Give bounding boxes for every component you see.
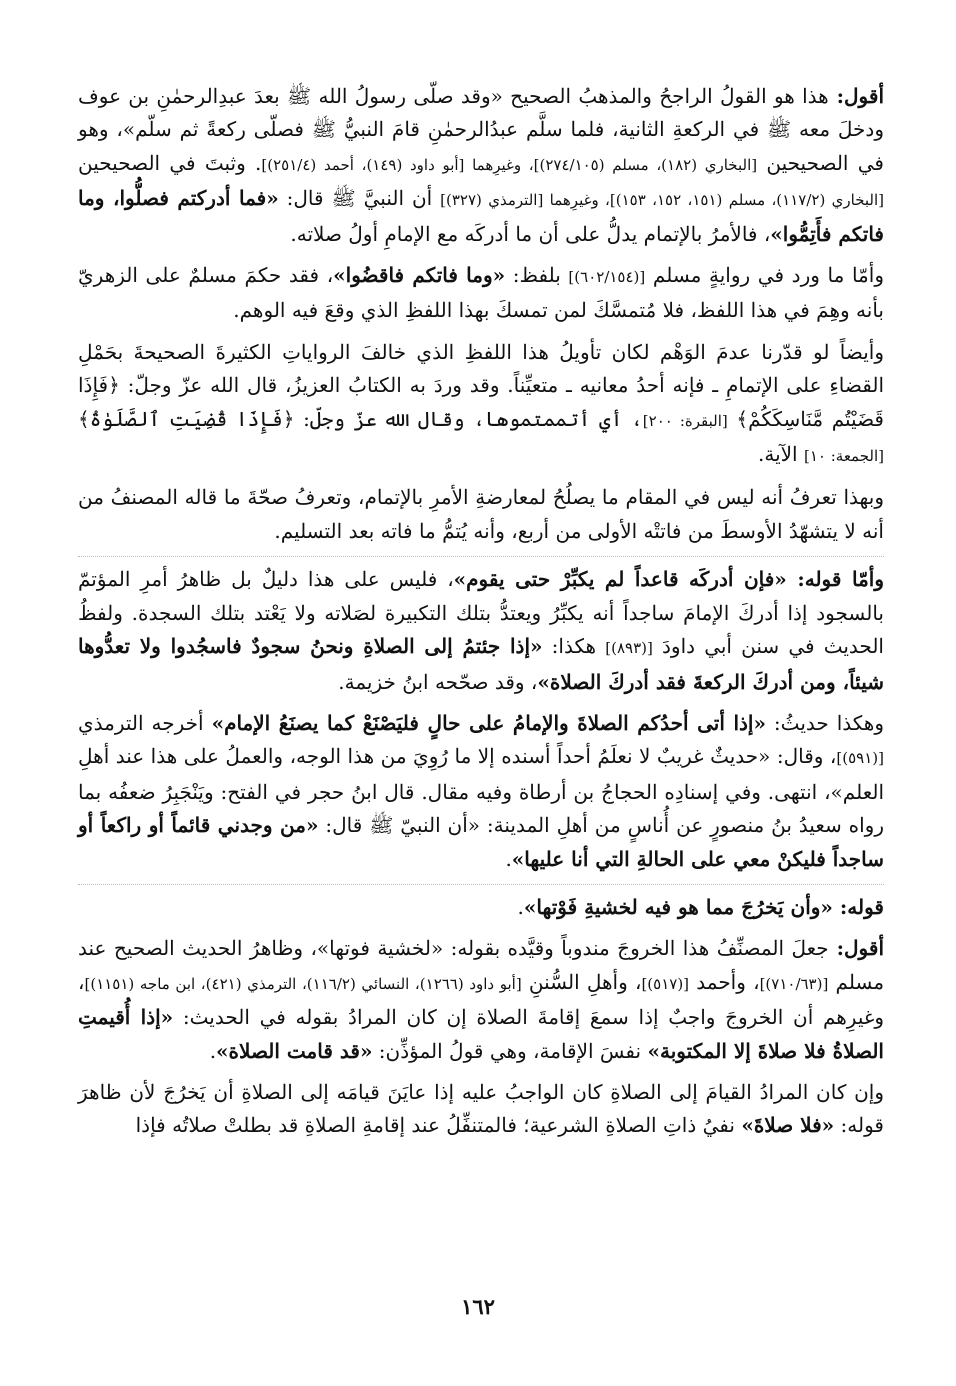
text-segment: ، وأحمد [689,969,760,994]
paragraph [78,259,884,328]
text-segment: وأمّا ما ورد في روايةٍ مسلم [645,263,884,288]
bold-text: أقول: [828,84,885,108]
text-segment: جعلَ المصنِّفُ هذا الخروجَ مندوباً وقيَّده بقوله: «لخشية فوتها»، وظاهرُ الحديث الصحيح عند مسلم [78,936,885,994]
text-segment: هكذا: [542,634,606,659]
bold-text: «وما فاتكم فاقضُوا» [333,263,506,288]
bold-text: قوله: «وأن يَخرُجَ مما هو فيه لخشيةِ فَوْتها» [523,894,884,919]
text-segment: . [505,846,512,871]
bold-text: «فلا صلاةَ» [741,1113,835,1138]
paragraph [78,556,884,699]
bold-text: «من وجدني قائماً أو راكعاً أو ساجداً فليكنْ معي على الحالةِ التي أنا عليها» [78,813,884,871]
text-segment: أخرجه الترمذي [78,710,212,735]
text-segment: نفيُ ذاتِ الصلاةِ الشرعية؛ فالمتنفِّلُ عند إقامةِ الصلاةِ قد بطلتْ صلاتُه فإذا [135,1113,742,1138]
text-segment: وهكذا حديثُ: [765,710,885,735]
text-segment: . [517,894,524,919]
paragraph [78,336,884,474]
text-segment: الآية. [758,442,804,467]
paragraph [78,1076,884,1143]
bold-text: «فما أدركتم فصلُّوا، وما فاتكم فأَتِمُّوا» [78,186,884,246]
citation-text: [البخاري (١٨٢)، مسلم (٢٧٤/١٠٥)]، وغيرِهما [أبو داود (١٤٩)، أحمد (٢٥١/٤)] [261,155,758,174]
citation-text: [(٨٩٣)] [605,639,653,658]
citation-text: [(٦٠٢/١٥٤)] [568,268,646,287]
text-segment: وأيضاً لو قدّرنا عدمَ الوَهْم لكان تأويلُ هذا اللفظِ الذي خالفَ الرواياتِ الكثيرةَ الصحيحةَ بحَمْلِ القضاءِ على الإتمامِ ـ فإنه أحدُ معانيه ـ متعيِّناً. وقد وردَ به الكتابُ العزيزُ، قال الله عزّ وجلّ: ﴿فَإِذَا قَضَيْتُم مَّنَاسِكَكُمْ﴾ [78,339,884,431]
paragraph [78,481,884,548]
text-segment: ، فليس على هذا دليلٌ بل ظاهرُ أمرِ المؤتمّ بالسجود إذا أدركَ الإمامَ ساجداً أنه يكبِّرُ ويعتدُّ بتلك التكبيرة لصَلاته ولا يَعْتد بتلك السجدة. ولفظُ الحديث في سنن أبي داودَ [78,567,884,659]
text-segment: أن النبيَّ ﷺ قال: [278,186,441,211]
text-segment: ، فالأمرُ بالإتمام يدلُّ على أن ما أدركَه مع الإمامِ أولُ صلاته. [290,221,771,246]
citation-text: [(٧١٠/٦٣)] [759,974,829,993]
text-segment: وإن كان المرادُ القيامَ إلى الصلاةِ كان الواجبُ عليه إذا عايَنَ قيامَه إلى الصلاةِ أن يَخرُجَ لأن ظاهرَ قوله: [78,1079,884,1138]
bold-text: وأمّا قوله: «فإن أدركَه قاعداً لم يكبِّرْ حتى يقوم» [453,567,884,592]
text-segment: ، فقد حكمَ مسلمٌ على الزهريّ بأنه وهِمَ في هذا اللفظ، فلا مُتمسَّكَ لمن تمسكَ بهذا اللفظِ الذي وقعَ فيه الوهم. [78,263,884,323]
paragraph [78,707,884,876]
text-segment: ، وأهلِ السُّننِ [521,969,642,994]
citation-text: [(٥٩١)] [836,749,884,768]
bold-text: «إذا أتى أحدُكم الصلاةَ والإمامُ على حالٍ فليَصْنَعْ كما يصنَعُ الإمام» [211,710,766,735]
text-segment: بلفظ: [505,263,569,288]
bold-text: «إذا جئتمُ إلى الصلاةِ ونحنُ سجودٌ فاسجُدوا ولا تعدُّوها شيئاً، ومن أدركَ الركعةَ فقد أدركَ الصلاة» [78,634,884,694]
page-number: ١٦٢ [461,1294,495,1319]
text-segment: هذا هو القولُ الراجحُ والمذهبُ الصحيح «وقد صلّى رسولُ الله ﷺ بعدَ عبدِالرحمٰنِ بن عوف ودخلَ معه ﷺ في الركعةِ الثانية، فلما سلَّم عبدُالرحمٰنِ قامَ النبيُّ ﷺ فصلّى ركعةً ثم سلّم»، وهو في الصحيحين [78,84,884,175]
citation-text: [أبو داود (١٢٦٦)، النسائي (١١٦/٢)، الترمذي (٤٢١)، ابن ماجه (١١٥١)] [84,974,522,993]
paragraph [78,884,884,924]
bold-text: أقول: [828,936,885,961]
body-text [78,80,884,1143]
paragraph [78,932,884,1068]
bold-text: «قد قامت الصلاة» [216,1038,373,1063]
citation-text: [الجمعة: ١٠] [803,447,884,466]
citation-text: [(٥١٧)] [641,974,690,993]
text-segment: ، وقال: «حديثٌ غريبٌ لا نعلَمُ أحداً أسنده إلا ما رُوِيَ من هذا الوجه، والعملُ على هذا عند أهلِ العلم»، انتهى. وفي إسنادِه الحجاجُ بن أرطاة وفيه مقال. قال ابنُ حجر في الفتح: ويَنْجَبِرُ ضعفُه بما رواه سعيدُ بنُ منصورٍ عن أُناسٍ من أهلِ المدينة: «أن النبيّ ﷺ قال: [78,744,884,838]
text-segment: ، وغيرِهم أن الخروجَ واجبٌ إذا سمعَ إقامةَ الصلاة إن كان المرادُ بقوله في الحديث: [78,969,884,1030]
bold-text: «إذا أُقيمتِ الصلاةُ فلا صلاةَ إلا المكتوبة» [78,1005,884,1063]
text-segment: . وثبتَ في الصحيحين [78,150,262,175]
text-segment: ، وقد صحّحه ابنُ خزيمة. [338,669,538,694]
text-segment: نفسَ الإقامة، وهي قولُ المؤذِّن: [372,1038,648,1063]
paragraph [78,80,884,251]
citation-text: [البقرة: ٢٠٠] [642,411,728,430]
text-segment: . [209,1038,217,1063]
citation-text: [البخاري (١١٧/٢)، مسلم (١٥١، ١٥٢، ١٥٣)]، وغيرِهما [الترمذي (٣٢٧)] [440,191,884,210]
text-segment: وبهذا تعرفُ أنه ليس في المقام ما يصلُحُ لمعارضةِ الأمرِ بالإتمام، وتعرفُ صحّةَ ما قاله المصنفُ من أنه لا يتشهّدُ الأوسطَ من فاتتْه الأولى من أربع، وأنه يُتمُّ ما فاته بعد التسليم. [78,485,884,543]
text-segment: ، أي أتممتموها، وقال الله عزّ وجلّ: ﴿فَإِذَا قُضِيَتِ ٱلصَّلَوٰةُ﴾ [78,406,643,431]
